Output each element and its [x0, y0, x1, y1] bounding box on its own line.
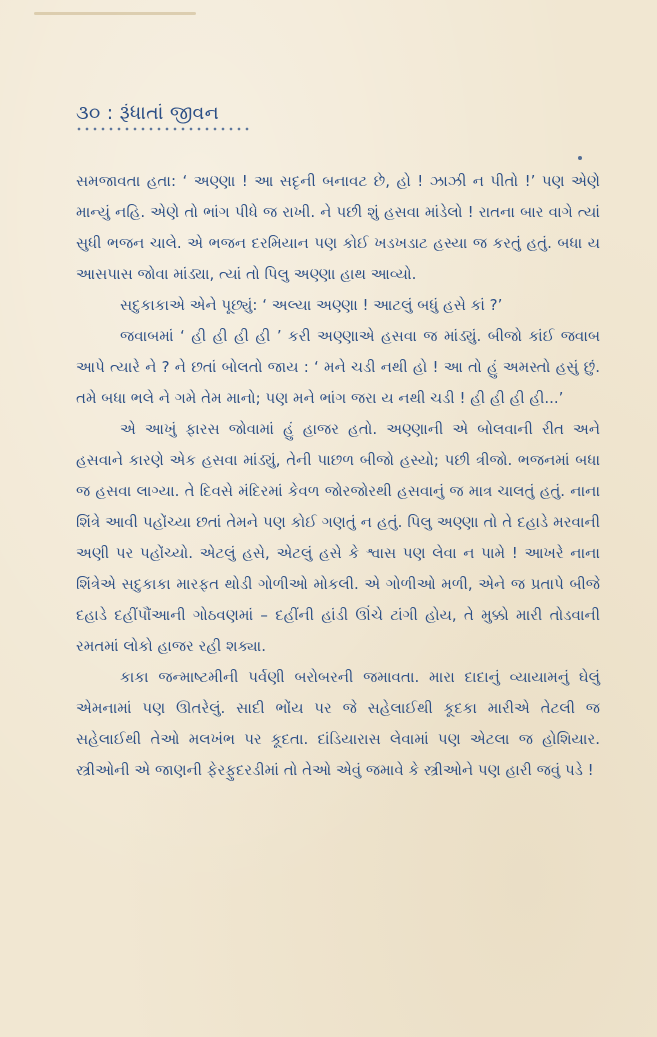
- page-header: [76, 102, 252, 132]
- paragraph-1: સમજાવતા હતા: ‘ અણ્ણા ! આ સદૃની બનાવટ છે, હો ! ઝાઝી ન પીતો !’ પણ એણે માન્યું નહિ. એણે તો ભાંગ પીધે જ રાખી. ને પછી શું હસવા માંડેલો ! રાતના બાર વાગે ત્યાં સુધી ભજન ચાલે. એ ભજન દરમિયાન પણ કોઈ ખડખડાટ હસ્યા જ કરતું હતું. બધા ય આસપાસ જોવા માંડ્યા, ત્યાં તો પિલુ અણ્ણા હાથ આવ્યો.: [76, 172, 600, 283]
- body-text: [76, 166, 600, 786]
- running-head: ૩૦ : રૂંધાતાં જીવન: [76, 102, 219, 124]
- paragraph-2: સદુકાકાએ એને પૂછ્યું: ‘ અલ્યા અણ્ણા ! આટલું બધું હસે કાં ?’: [120, 296, 503, 314]
- paragraph-3: જવાબમાં ‘ હી હી હી હી ’ કરી અણ્ણાએ હસવા જ માંડ્યું. બીજો કાંઈ જવાબ આપે ત્યારે ને ? ને છતાં બોલતો જાય : ‘ મને ચડી નથી હો ! આ તો હું અમસ્તો હસું છું. તમે બધા ભલે ને ગમે તેમ માનો; પણ મને ભાંગ જરા ય નથી ચડી ! હી હી હી હી...’: [76, 327, 600, 407]
- paragraph-5: કાકા જન્માષ્ટમીની પર્વણી બરોબરની જમાવતા. મારા દાદાનું વ્યાયામનું ઘેલું એમનામાં પણ ઊતરેલું. સાદી ભોંય પર જે સહેલાઈથી કૂદકા મારીએ તેટલી જ સહેલાઈથી તેઓ મલખંભ પર કૂદતા. દાંડિયારાસ લેવામાં પણ એટલા જ હોશિયાર. સ્ત્રીઓની એ જાણની ફેરફુદરડીમાં તો તેઓ એવું જમાવે કે સ્ત્રીઓને પણ હારી જવું પડે !: [76, 668, 600, 779]
- ink-speck: [578, 156, 582, 160]
- paragraph-4: એ આખું ફારસ જોવામાં હું હાજર હતો. અણ્ણાની એ બોલવાની રીત અને હસવાને કારણે એક હસવા માંડ્યું, તેની પાછળ બીજો હસ્યો; પછી ત્રીજો. ભજનમાં બધા જ હસવા લાગ્યા. તે દિવસે મંદિરમાં કેવળ જોરજોરથી હસવાનું જ માત્ર ચાલતું હતું. નાના શિંત્રે આવી પહોંચ્યા છતાં તેમને પણ કોઈ ગણતું ન હતું. પિલુ અણ્ણા તો તે દહાડે મરવાની અણી પર પહોંચ્યો. એટલું હસે, એટલું હસે કે શ્વાસ પણ લેવા ન પામે ! આખરે નાના શિંત્રેએ સદુકાકા મારફત થોડી ગોળીઓ મોકલી. એ ગોળીઓ મળી, એને જ પ્રતાપે બીજે દહાડે દહીંપૌંઆની ગોઠવણમાં – દહીંની હાંડી ઊંચે ટાંગી હોય, તે મુક્કો મારી તોડવાની રમતમાં લોકો હાજર રહી શક્યા.: [76, 420, 600, 655]
- top-edge-mark: [34, 12, 196, 15]
- running-head-underline: [76, 126, 252, 132]
